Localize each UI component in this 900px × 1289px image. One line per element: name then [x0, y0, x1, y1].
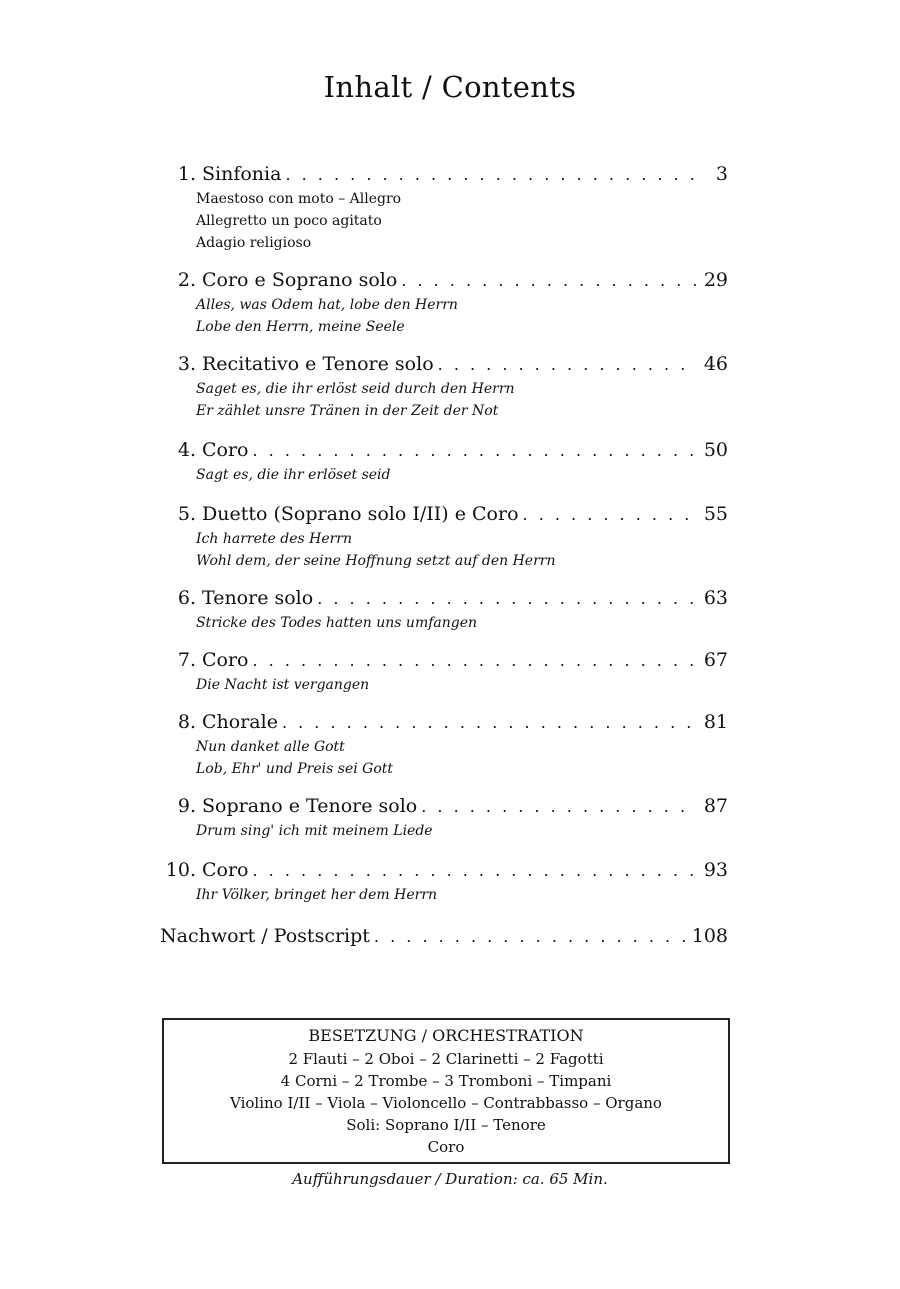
dot-leader [253, 647, 697, 675]
entry-subtitle: Lobe den Herrn, meine Seele [196, 319, 405, 335]
orchestration-line: 4 Corni – 2 Trombe – 3 Tromboni – Timpani [280, 1072, 612, 1090]
entry-number: 7. [177, 649, 196, 671]
entry-page: 50 [703, 439, 728, 461]
entry-page: 93 [703, 859, 728, 881]
entry-title: Sinfonia [202, 163, 282, 185]
entry-page: 108 [691, 925, 728, 947]
entry-page: 67 [703, 649, 728, 671]
entry-page: 81 [703, 711, 728, 733]
dot-leader [285, 161, 696, 189]
entry-number: 4. [177, 439, 196, 461]
entry-subtitle: Drum sing' ich mit meinem Liede [196, 823, 433, 839]
performance-duration: Aufführungsdauer / Duration: ca. 65 Min. [292, 1170, 608, 1188]
toc-entry[interactable] [160, 350, 728, 422]
entry-subtitle: Lob, Ehr' und Preis sei Gott [196, 761, 394, 777]
orchestration-line: 2 Flauti – 2 Oboi – 2 Clarinetti – 2 Fagotti [288, 1050, 604, 1068]
dot-leader [253, 857, 697, 885]
entry-page: 63 [703, 587, 728, 609]
entry-title: Coro [202, 439, 249, 461]
dot-leader [374, 923, 688, 951]
entry-subtitle: Saget es, die ihr erlöst seid durch den Herrn [196, 381, 515, 397]
entry-subtitle: Alles, was Odem hat, lobe den Herrn [196, 297, 458, 313]
entry-title: Tenore solo [202, 587, 314, 609]
toc-entry[interactable] [160, 584, 728, 634]
entry-page: 87 [703, 795, 728, 817]
orchestration-line: Soli: Soprano I/II – Tenore [346, 1116, 546, 1134]
toc-entry[interactable] [160, 792, 728, 842]
entry-subtitle: Die Nacht ist vergangen [196, 677, 370, 693]
entry-title: Nachwort / Postscript [160, 925, 370, 947]
entry-subtitle: Ich harrete des Herrn [196, 531, 353, 547]
dot-leader [421, 793, 696, 821]
orchestration-heading: BESETZUNG / ORCHESTRATION [308, 1026, 584, 1045]
entry-number: 9. [177, 795, 196, 817]
entry-subtitle: Er zählet unsre Tränen in der Zeit der Not [196, 403, 499, 419]
entry-number: 10. [165, 859, 196, 881]
entry-subtitle: Adagio religioso [196, 235, 312, 251]
entry-page: 3 [715, 163, 728, 185]
dot-leader [401, 267, 696, 295]
entry-number: 5. [177, 503, 196, 525]
entry-subtitle: Wohl dem, der seine Hoffnung setzt auf den Herrn [196, 553, 556, 569]
page-title: Inhalt / Contents [323, 70, 577, 104]
entry-title: Soprano e Tenore solo [202, 795, 418, 817]
dot-leader [317, 585, 696, 613]
entry-title: Coro e Soprano solo [202, 269, 398, 291]
dot-leader [253, 437, 697, 465]
entry-page: 46 [703, 353, 728, 375]
entry-number: 6. [177, 587, 196, 609]
toc-entry[interactable] [160, 646, 728, 696]
entry-title: Recitativo e Tenore solo [202, 353, 434, 375]
entry-subtitle: Maestoso con moto – Allegro [196, 191, 402, 207]
orchestration-line: Coro [427, 1138, 465, 1156]
entry-number: 3. [177, 353, 196, 375]
toc-entry-postscript[interactable] [160, 922, 728, 950]
entry-subtitle: Nun danket alle Gott [196, 739, 345, 755]
orchestration-line: Violino I/II – Viola – Violoncello – Contrabbasso – Organo [230, 1094, 662, 1112]
dot-leader [282, 709, 696, 737]
entry-title: Chorale [202, 711, 278, 733]
entry-number: 8. [177, 711, 196, 733]
entry-number: 1. [177, 163, 196, 185]
dot-leader [438, 351, 696, 379]
toc-entry[interactable] [160, 436, 728, 486]
toc-entry[interactable] [160, 266, 728, 338]
entry-page: 29 [703, 269, 728, 291]
toc-entry[interactable] [160, 160, 728, 254]
orchestration-box [162, 1018, 730, 1164]
entry-number: 2. [177, 269, 196, 291]
entry-page: 55 [703, 503, 728, 525]
toc-entry[interactable] [160, 708, 728, 780]
entry-title: Coro [202, 859, 249, 881]
entry-subtitle: Allegretto un poco agitato [196, 213, 382, 229]
entry-title: Coro [202, 649, 249, 671]
entry-subtitle: Sagt es, die ihr erlöset seid [196, 467, 391, 483]
entry-title: Duetto (Soprano solo I/II) e Coro [202, 503, 519, 525]
toc-entry[interactable] [160, 856, 728, 906]
entry-subtitle: Stricke des Todes hatten uns umfangen [196, 615, 478, 631]
toc-entry[interactable] [160, 500, 728, 572]
entry-subtitle: Ihr Völker, bringet her dem Herrn [196, 887, 438, 903]
dot-leader [523, 501, 696, 529]
